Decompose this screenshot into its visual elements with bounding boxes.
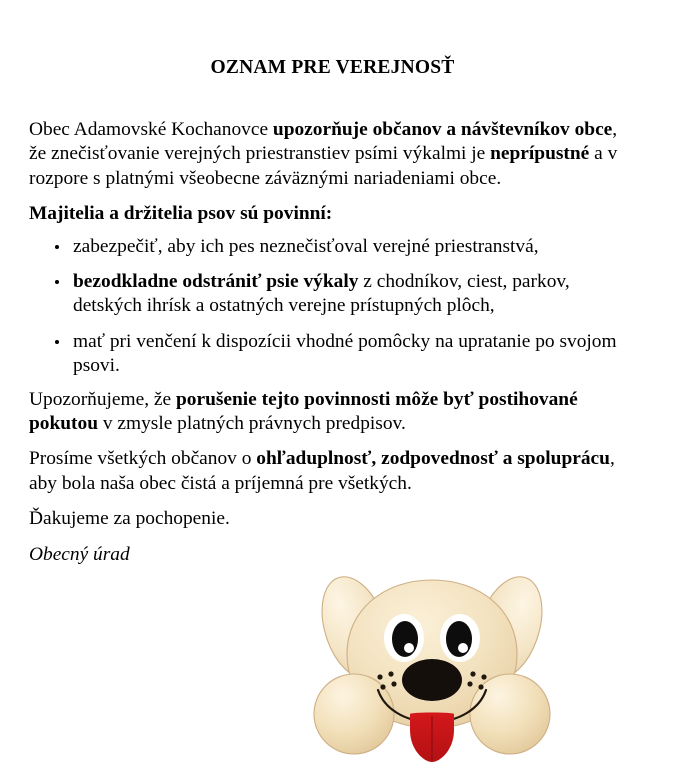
intro-segment-1: Obec Adamovské Kochanovce (29, 119, 273, 140)
list-item (29, 330, 633, 379)
duties-heading: Majitelia a držitelia psov sú povinní: (29, 203, 333, 225)
list-item (29, 235, 633, 259)
list-item-text: z chodníkov, ciest, parkov, detských ihrísk a ostatných verejne prístupných plôch, (73, 271, 570, 317)
signature-line: Obecný úrad (29, 543, 130, 565)
list-item (29, 270, 633, 319)
request-bold-values: ohľaduplnosť, zodpovednosť a spoluprácu (256, 448, 610, 470)
bullet-icon (55, 280, 59, 284)
request-segment-1: Prosíme všetkých občanov o (29, 448, 257, 470)
paragraph-warning (29, 388, 633, 437)
warning-segment-1: Upozorňujeme, že (29, 388, 176, 410)
request-segment-3: , aby bola naša obec čistá a príjemná pre všetkých. (29, 448, 615, 494)
warning-bold-penalty: porušenie tejto povinnosti môže byť postihované pokutou (29, 388, 578, 435)
bullet-icon (55, 340, 59, 344)
dog-eye-right (440, 614, 480, 662)
cartoon-dog-illustration (312, 562, 552, 770)
intro-segment-5: a v rozpore s platnými všeobecne záväznými nariadeniami obce. (29, 143, 618, 189)
paragraph-request (29, 447, 633, 496)
intro-segment-3: , že znečisťovanie verejných priestranstiev psími výkalmi je (29, 119, 618, 165)
list-item-bold: bezodkladne odstrániť psie výkaly (73, 271, 359, 293)
bullet-icon (55, 245, 59, 249)
warning-segment-3: v zmysle platných právnych predpisov. (98, 413, 406, 435)
paragraph-intro (29, 118, 633, 191)
dog-eye-left (384, 614, 424, 662)
intro-bold-inadmissible: neprípustné (490, 143, 590, 165)
list-item-text: zabezpečiť, aby ich pes neznečisťoval verejné priestranstvá, (73, 235, 539, 257)
dog-tongue (410, 713, 454, 763)
page-title: OZNAM PRE VEREJNOSŤ (210, 57, 455, 78)
intro-bold-notice: upozorňuje občanov a návštevníkov obce (272, 119, 613, 140)
duties-list (29, 235, 633, 379)
list-item-text: mať pri venčení k dispozícii vhodné pomôcky na upratanie po svojom psovi. (73, 330, 617, 377)
dog-nose (402, 659, 462, 701)
paragraph-thanks: Ďakujeme za pochopenie. (29, 508, 230, 530)
document-body (29, 118, 633, 567)
